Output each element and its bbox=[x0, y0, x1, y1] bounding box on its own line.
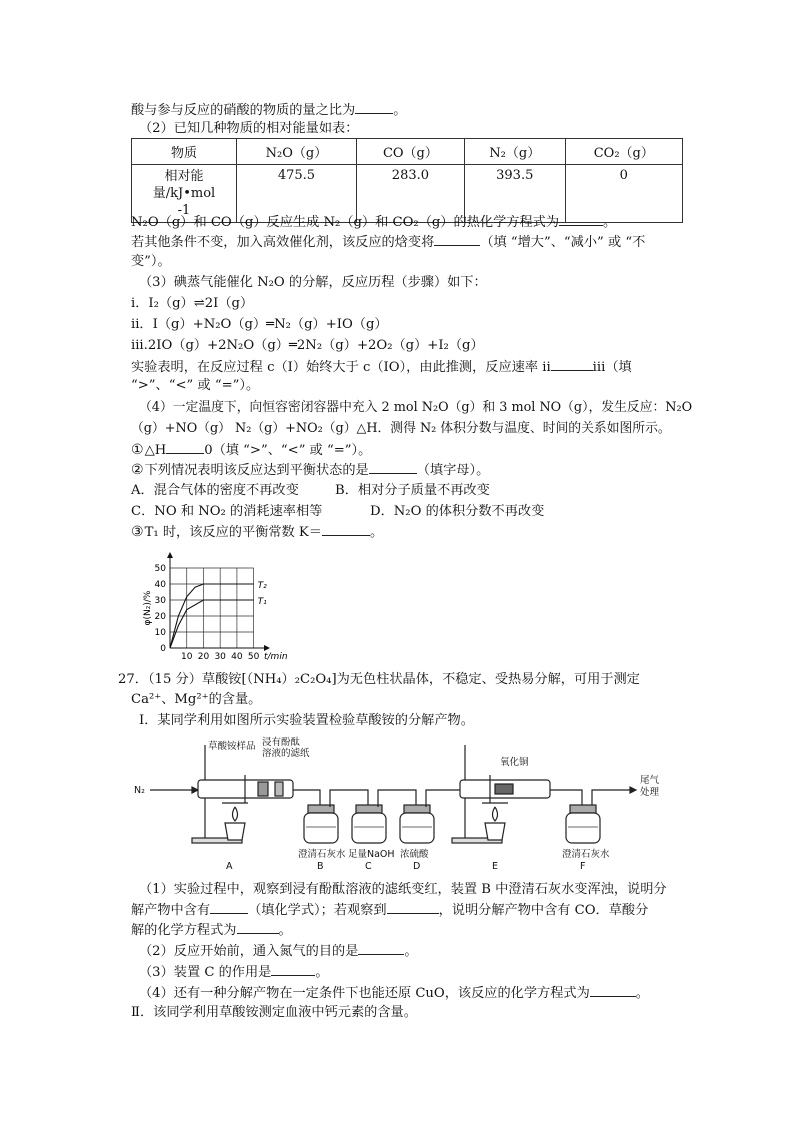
x-tick-label: 50 bbox=[247, 652, 260, 662]
text-line: （4）还有一种分解产物在一定条件下也能还原 CuO，该反应的化学方程式为 。 bbox=[139, 983, 649, 1003]
text-line: 酸与参与反应的硝酸的物质的量之比为 。 bbox=[131, 100, 406, 120]
text-line: （g）+NO（g） N₂（g）+NO₂（g）△H．测得 N₂ 体积分数与温度、时间的关系如图所示。 bbox=[131, 421, 671, 436]
answer-blank bbox=[358, 941, 404, 955]
answer-blank bbox=[434, 232, 480, 246]
circle-number: ① bbox=[131, 442, 144, 458]
chart-axes bbox=[167, 552, 270, 651]
table-header: CO₂（g） bbox=[565, 139, 682, 165]
x-tick-label: 20 bbox=[197, 652, 210, 662]
label-e: E bbox=[492, 861, 499, 872]
text-line: i．I₂（g）⇌2I（g） bbox=[131, 296, 254, 311]
x-tick-label: 10 bbox=[181, 652, 193, 662]
table-header: N₂O（g） bbox=[237, 139, 357, 165]
y-axis-arrow bbox=[167, 552, 173, 558]
energy-table bbox=[131, 138, 683, 223]
text-line: Ⅰ．某同学利用如图所示实验装置检验草酸铵的分解产物。 bbox=[139, 713, 474, 728]
label-b-sol: 澄清石灰水 bbox=[298, 849, 346, 860]
label-sample: 草酸铵样品 bbox=[208, 741, 256, 752]
answer-blank bbox=[210, 900, 248, 914]
text-line: （2）反应开始前，通入氮气的目的是 。 bbox=[139, 941, 418, 961]
y-axis-label: φ(N₂)/% bbox=[143, 590, 153, 626]
text-line: 解产物中含有 （填化学式）；若观察到 ，说明分解产物中含有 CO．草酸分 bbox=[131, 900, 648, 920]
series-label-0: T₂ bbox=[257, 581, 267, 591]
table-cell: 283.0 bbox=[356, 165, 464, 223]
row-label: 相对能量/kJ•mol bbox=[152, 169, 216, 201]
label-paper: 浸有酚酞 bbox=[262, 737, 301, 748]
answer-blank bbox=[322, 522, 370, 536]
label-c-sol: 足量NaOH bbox=[348, 849, 395, 860]
text-line: “>”、“<” 或 “=”）。 bbox=[131, 378, 260, 393]
label-f-sol: 澄清石灰水 bbox=[562, 849, 610, 860]
text: 酸与参与反应的硝酸的物质的量之比为 bbox=[131, 103, 356, 118]
answer-blank bbox=[387, 900, 439, 914]
text-line: Ⅱ．该同学利用草酸铵测定血液中钙元素的含量。 bbox=[131, 1005, 417, 1020]
y-tick-label: 20 bbox=[154, 612, 166, 622]
answer-blank bbox=[271, 962, 315, 976]
row-label-unit: -1 bbox=[177, 203, 191, 218]
table-cell: 0 bbox=[565, 165, 682, 223]
text-line: 27．（15 分）草酸铵[（NH₄）₂C₂O₄]为无色柱状晶体，不稳定、受热易分解，可用于测定 bbox=[118, 672, 640, 687]
text-line: ③T₁ 时，该反应的平衡常数 K＝ 。 bbox=[131, 524, 384, 540]
y-tick-label: 10 bbox=[154, 628, 166, 638]
label-f: F bbox=[580, 861, 586, 872]
text-line: 若其他条件不变，加入高效催化剂，该反应的焓变将 （填 “增大”、“减小” 或 “不 bbox=[131, 232, 645, 252]
x-tick-label: 40 bbox=[231, 652, 243, 662]
series-label-1: T₁ bbox=[257, 597, 267, 607]
text-line: ii．I（g）+N₂O（g）═N₂（g）+IO（g） bbox=[131, 317, 388, 332]
text-line: 解的化学方程式为 。 bbox=[131, 920, 292, 940]
circle-number: ② bbox=[131, 462, 144, 478]
text-line: N₂O（g）和 CO（g）反应生成 N₂（g）和 CO₂（g）的热化学方程式为 。 bbox=[131, 212, 616, 232]
label-b: B bbox=[317, 861, 324, 872]
label-paper2: 溶液的滤纸 bbox=[262, 748, 310, 759]
text-line: 变”）。 bbox=[131, 254, 171, 269]
label-tail1: 尾气 bbox=[640, 775, 660, 786]
answer-blank bbox=[355, 100, 393, 114]
x-axis-label: t/min bbox=[264, 652, 288, 662]
answer-blank bbox=[551, 357, 593, 371]
text-line: （3）碘蒸气能催化 N₂O 的分解，反应历程（步骤）如下： bbox=[139, 275, 487, 290]
x-tick-label: 30 bbox=[214, 652, 226, 662]
table-cell: 393.5 bbox=[464, 165, 565, 223]
x-axis-arrow bbox=[264, 645, 270, 651]
option-d: D．N₂O 的体积分数不再改变 bbox=[370, 504, 545, 519]
option-a: A．混合气体的密度不再改变 bbox=[131, 483, 299, 498]
table-cell: 475.5 bbox=[237, 165, 357, 223]
text-line: （2）已知几种物质的相对能量如表： bbox=[139, 121, 359, 136]
y-tick-label: 0 bbox=[160, 644, 166, 654]
y-tick-label: 50 bbox=[154, 564, 166, 574]
answer-blank bbox=[559, 212, 603, 226]
label-d-sol: 浓硫酸 bbox=[400, 849, 429, 860]
answer-blank bbox=[590, 983, 636, 997]
apparatus-diagram bbox=[130, 735, 690, 875]
text-line: （1）实验过程中，观察到浸有酚酞溶液的滤纸变红，装置 B 中澄清石灰水变浑浊，说明分 bbox=[139, 882, 667, 897]
label-cuo: 氧化铜 bbox=[500, 757, 529, 768]
circle-number: ③ bbox=[131, 524, 144, 540]
text-line: ①△H 0（填 “>”、“<” 或 “=”）。 bbox=[131, 442, 372, 458]
text-line: Ca²⁺、Mg²⁺的含量。 bbox=[131, 692, 262, 707]
text-line: （3）装置 C 的作用是 。 bbox=[139, 962, 329, 982]
answer-blank bbox=[237, 920, 279, 934]
table-header: N₂（g） bbox=[464, 139, 565, 165]
table-header: CO（g） bbox=[356, 139, 464, 165]
answer-blank bbox=[166, 440, 204, 454]
chart-grid bbox=[170, 568, 254, 648]
label-n2: N₂ bbox=[134, 785, 145, 796]
text-line: 实验表明，在反应过程 c（I）始终大于 c（IO），由此推测，反应速率 ii iii（填 bbox=[131, 357, 632, 377]
y-tick-label: 40 bbox=[154, 580, 166, 590]
text-line: ②下列情况表明该反应达到平衡状态的是 （填字母）。 bbox=[131, 462, 490, 478]
label-c: C bbox=[365, 861, 372, 872]
n2-fraction-chart bbox=[140, 548, 300, 670]
option-b: B．相对分子质量不再改变 bbox=[335, 483, 490, 498]
answer-blank bbox=[369, 460, 417, 474]
text-line: （4）一定温度下，向恒容密闭容器中充入 2 mol N₂O（g）和 3 mol NO（g），发生反应：N₂O bbox=[139, 400, 693, 415]
text-line: iii.2IO（g）+2N₂O（g）═2N₂（g）+2O₂（g）+I₂（g） bbox=[131, 338, 484, 353]
label-tail2: 处理 bbox=[640, 787, 660, 798]
table-header: 物质 bbox=[132, 139, 237, 165]
option-c: C．NO 和 NO₂ 的消耗速率相等 bbox=[131, 504, 323, 519]
y-tick-label: 30 bbox=[154, 596, 166, 606]
label-d: D bbox=[413, 861, 421, 872]
label-a: A bbox=[226, 861, 233, 872]
